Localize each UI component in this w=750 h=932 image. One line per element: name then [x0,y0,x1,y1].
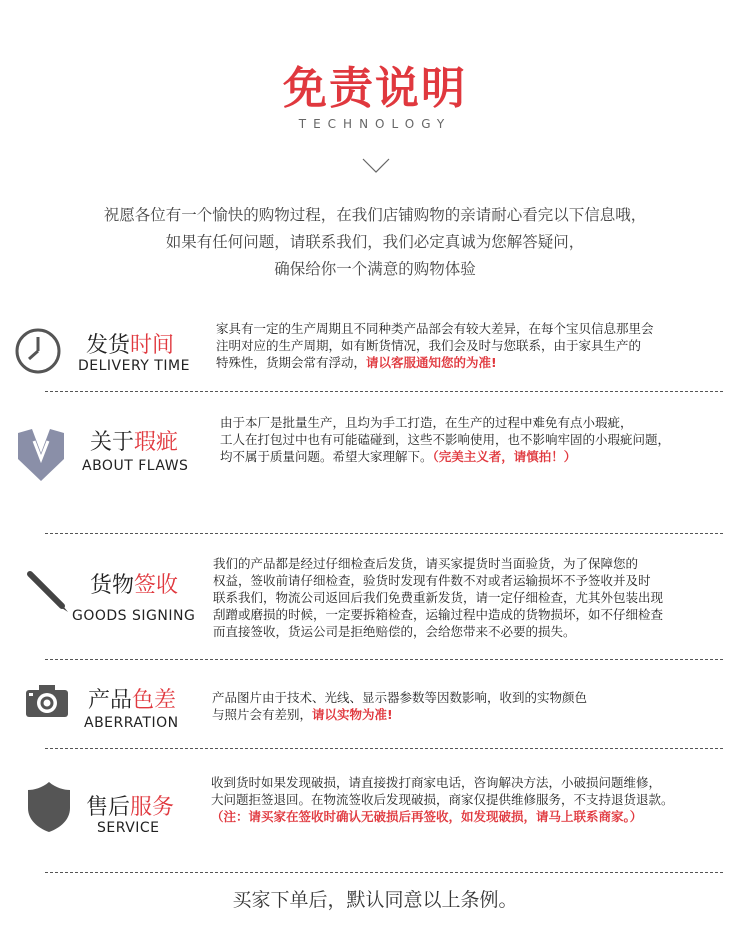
section-body-delivery: 家具有一定的生产周期且不同种类产品部会有较大差异，在每个宝贝信息那里会 注明对应的生产周期，如有断货情况，我们会及时与您联系，由于家具生产的 特殊性，货期会常有浮动，请以客服通知您的为准! [216,321,654,370]
pen-icon [26,570,70,614]
section-body-service: 收到货时如果发现破损，请直接拨打商家电话，咨询解决方法，小破损问题维修， 大问题拒签退回。在物流签收后发现破损，商家仅提供维修服务，不支持退货退款。 （注：请买家在签收时确认无破损后再签收，如发现破损，请马上联系商家。） [211,775,674,824]
section-title-aberration: 产品色差 [88,688,177,713]
divider [45,872,723,873]
clock-icon [14,327,62,375]
intro-line: 祝愿各位有一个愉快的购物过程，在我们店铺购物的亲请耐心看完以下信息哦， [103,206,647,224]
section-subtitle-service: SERVICE [97,820,160,836]
section-body-aberration: 产品图片由于技术、光线、显示器参数等因数影响，收到的实物颜色 与照片会有差别，请以实物为准! [212,690,588,722]
chevron-down-icon [362,158,390,174]
section-title-signing: 货物签收 [90,573,179,598]
divider [45,659,723,660]
footer-note: 买家下单后，默认同意以上条例。 [232,889,518,911]
service-shield-icon [26,780,72,834]
section-subtitle-delivery: DELIVERY TIME [78,358,190,374]
divider [45,533,723,534]
section-body-signing: 我们的产品都是经过仔细检查后发货，请买家提货时当面验货，为了保障您的 权益，签收前请仔细检查，验货时发现有件数不对或者运输损坏不予签收并及时 联系我们，物流公司返回后我们免费重新发货，请一定仔细检查，尤其外包装出现 刮蹭或磨损的时候，一定要拆箱检查，运输过程中造成的货物损坏，如不仔细检查 而直接签收，货运公司是拒绝赔偿的，会给您带来不必要的损失。 [213,556,664,639]
section-subtitle-signing: GOODS SIGNING [72,608,196,624]
flaw-shield-icon [18,429,64,481]
section-title-flaws: 关于瑕疵 [90,430,179,455]
page-subtitle: TECHNOLOGY [298,117,452,131]
divider [45,748,723,749]
section-subtitle-aberration: ABERRATION [84,715,179,731]
section-body-flaws: 由于本厂是批量生产，且均为手工打造，在生产的过程中难免有点小瑕疵， 工人在打包过中也有可能磕碰到，这些不影响使用，也不影响牢固的小瑕疵问题， 均不属于质量问题。希望大家理解下。（完美主义者，请慎拍！） [220,415,671,464]
camera-icon [25,683,69,719]
divider [45,391,723,392]
section-subtitle-flaws: ABOUT FLAWS [82,458,189,474]
section-title-service: 售后服务 [86,795,175,820]
page-title: 免责说明 [283,63,467,114]
intro-line: 确保给你一个满意的购物体验 [274,260,476,278]
intro-line: 如果有任何问题，请联系我们，我们必定真诚为您解答疑问， [165,233,585,251]
section-title-delivery: 发货时间 [86,333,175,358]
